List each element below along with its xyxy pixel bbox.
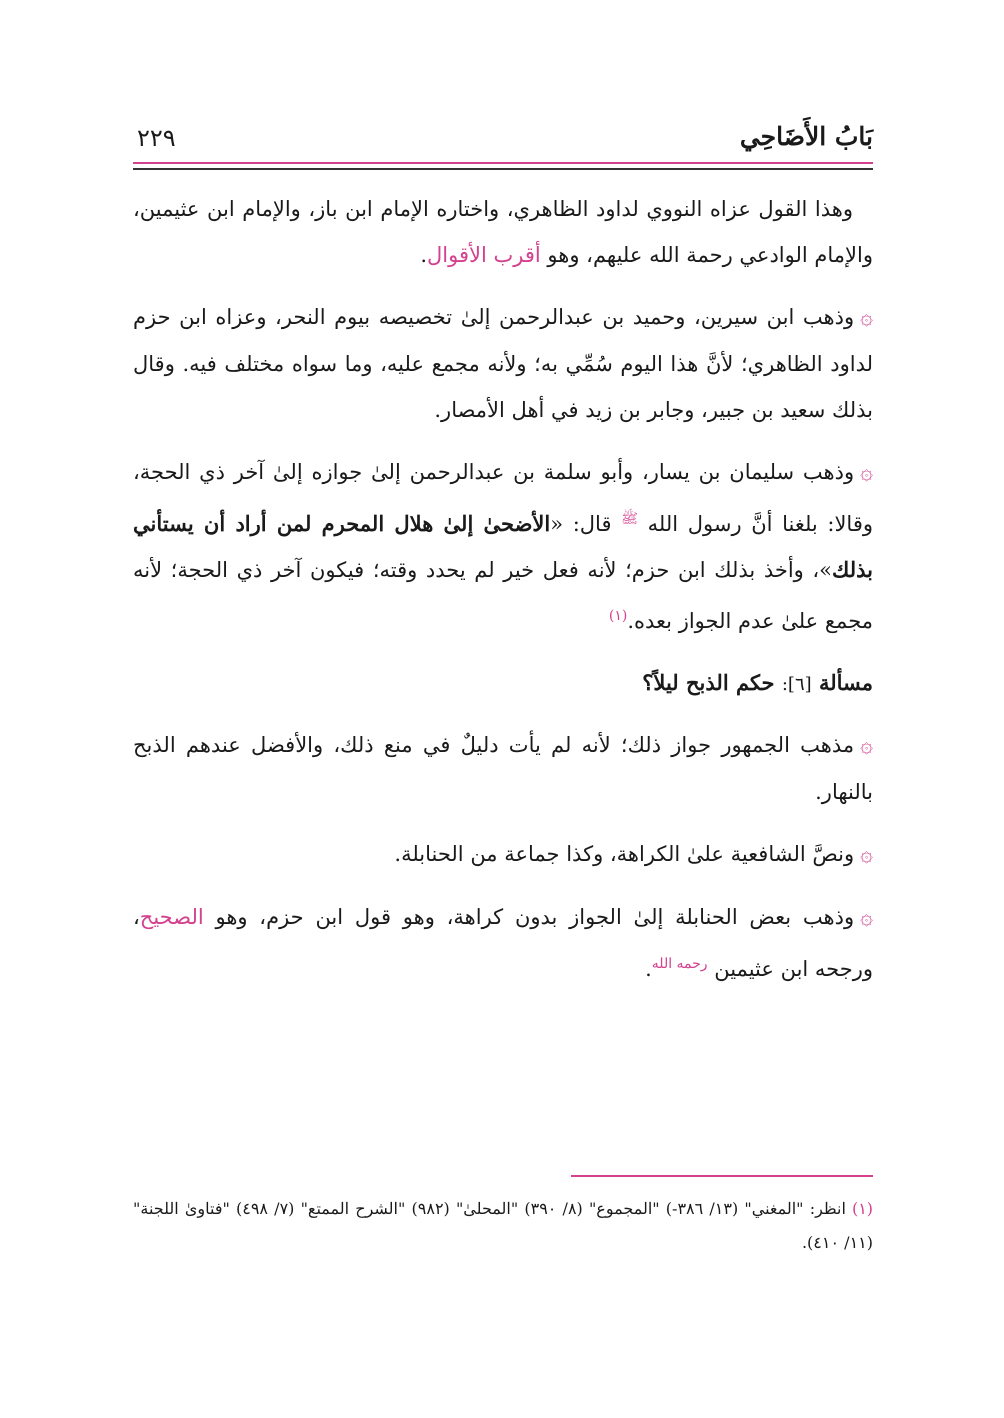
paragraph-3-said: قال: «: [550, 512, 622, 536]
paragraph-5: [133, 831, 873, 878]
chapter-title: بَابُ الأَضَاحِي: [739, 122, 873, 151]
header-rule-accent: [133, 162, 873, 164]
book-page: [133, 0, 873, 1418]
flower-icon: ۞: [860, 305, 873, 330]
paragraph-1-text: وهذا القول عزاه النووي لداود الظاهري، واختاره الإمام ابن باز، والإمام ابن عثيمين، والإمام الوادعي رحمة الله عليهم، وهو: [133, 197, 873, 267]
issue-heading: [133, 660, 873, 708]
paragraph-3-rest: »، وأخذ بذلك ابن حزم؛ لأنه فعل خير لم يحدد وقته؛ فيكون آخر ذي الحجة؛ لأنه مجمع علىٰ عدم الجواز بعده.: [133, 558, 873, 633]
paragraph-1-highlight: أقرب الأقوال: [427, 243, 541, 267]
page-header: [133, 118, 873, 158]
flower-icon: ۞: [860, 905, 873, 930]
paragraph-1-end: .: [420, 243, 428, 267]
flower-icon: ۞: [860, 460, 873, 485]
flower-icon: ۞: [860, 733, 873, 758]
footnote-separator: [571, 1175, 873, 1177]
footnote-1: [133, 1192, 873, 1260]
flower-icon: ۞: [860, 842, 873, 867]
paragraph-3: [133, 449, 873, 644]
rahimahullah-honorific: رحمه الله: [651, 956, 708, 972]
salawat-honorific: ﷺ: [621, 511, 639, 527]
issue-number: [٦]:: [781, 674, 812, 695]
paragraph-6-highlight: الصحيح: [139, 905, 204, 929]
footnote-text: انظر: "المغني" (١٣/ ٣٨٦-) "المجموع" (٨/ ٣٩٠) "المحلىٰ" (٩٨٢) "الشرح الممتع" (٧/ ٤٩٨) "فتاوىٰ اللجنة" (١١/ ٤١٠).: [133, 1199, 873, 1252]
main-text: [133, 186, 873, 1008]
paragraph-6-middle: ، ورجحه ابن عثيمين: [133, 905, 873, 981]
issue-label: مسألة: [818, 670, 873, 695]
header-rule-dark: [133, 168, 873, 170]
paragraph-5-text: ونصَّ الشافعية علىٰ الكراهة، وكذا جماعة من الحنابلة.: [394, 842, 855, 866]
paragraph-4: [133, 722, 873, 815]
paragraph-6: [133, 894, 873, 992]
paragraph-1: [133, 186, 873, 278]
footnote-number: (١): [851, 1199, 874, 1218]
paragraph-2-text: وذهب ابن سيرين، وحميد بن عبدالرحمن إلىٰ تخصيصه بيوم النحر، وعزاه ابن حزم لداود الظاهري؛ لأنَّ هذا اليوم سُمِّي به؛ ولأنه مجمع عليه، وما سواه مختلف فيه. وقال بذلك سعيد بن جبير، وجابر بن زيد في أهل الأمصار.: [133, 305, 873, 422]
paragraph-6-end: .: [645, 957, 652, 981]
issue-title: حكم الذبح ليلاً؟: [642, 670, 775, 695]
paragraph-6-text: وذهب بعض الحنابلة إلىٰ الجواز بدون كراهة، وهو قول ابن حزم، وهو: [203, 905, 855, 929]
page-number: ٢٢٩: [137, 124, 176, 152]
hadith-quote: الأضحىٰ إلىٰ هلال المحرم لمن أراد أن يستأني بذلك: [133, 511, 873, 582]
footnote-reference[interactable]: (١): [608, 608, 628, 624]
paragraph-2: [133, 294, 873, 433]
paragraph-4-text: مذهب الجمهور جواز ذلك؛ لأنه لم يأت دليلٌ في منع ذلك، والأفضل عندهم الذبح بالنهار.: [133, 733, 873, 804]
paragraph-3-text: وذهب سليمان بن يسار، وأبو سلمة بن عبدالرحمن إلىٰ جوازه إلىٰ آخر ذي الحجة، وقالا: بلغنا أنَّ رسول الله: [133, 460, 874, 536]
